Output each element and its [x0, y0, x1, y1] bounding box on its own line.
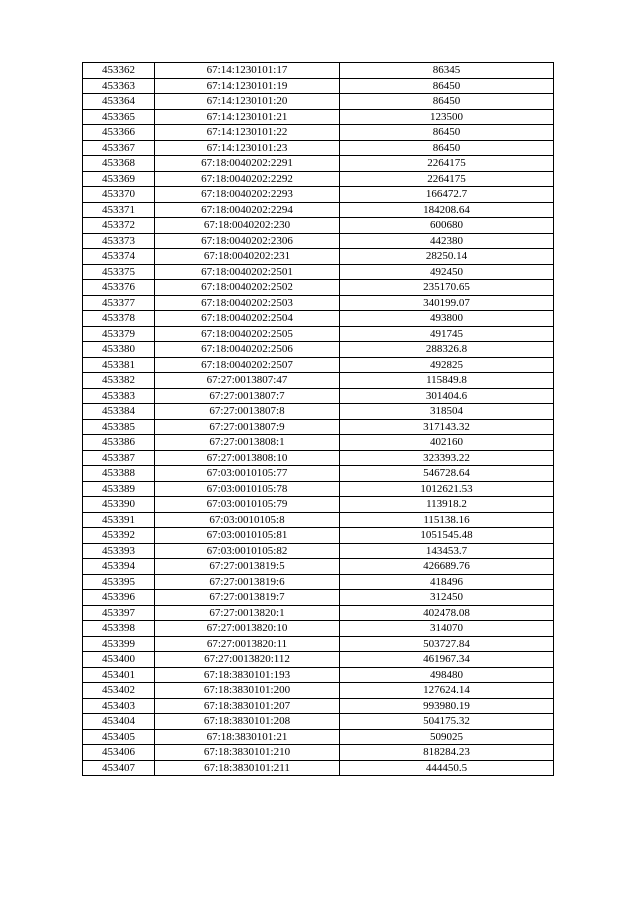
- table-row: [83, 202, 554, 218]
- value-cell: 492450: [340, 264, 554, 280]
- value-cell: 2264175: [340, 156, 554, 172]
- value-cell: 143453.7: [340, 543, 554, 559]
- row-number-cell: 453405: [83, 729, 155, 745]
- row-number-cell: 453391: [83, 512, 155, 528]
- row-number-cell: 453377: [83, 295, 155, 311]
- table-row: [83, 311, 554, 327]
- row-number-cell: 453386: [83, 435, 155, 451]
- table-row: [83, 652, 554, 668]
- table-row: [83, 264, 554, 280]
- row-number-cell: 453388: [83, 466, 155, 482]
- table-row: [83, 388, 554, 404]
- row-number-cell: 453396: [83, 590, 155, 606]
- value-cell: 402478.08: [340, 605, 554, 621]
- cadastral-number-cell: 67:27:0013808:1: [155, 435, 340, 451]
- value-cell: 600680: [340, 218, 554, 234]
- row-number-cell: 453379: [83, 326, 155, 342]
- table-row: [83, 497, 554, 513]
- value-cell: 402160: [340, 435, 554, 451]
- row-number-cell: 453394: [83, 559, 155, 575]
- cadastral-number-cell: 67:03:0010105:8: [155, 512, 340, 528]
- cadastral-number-cell: 67:18:0040202:2507: [155, 357, 340, 373]
- table-row: [83, 280, 554, 296]
- row-number-cell: 453407: [83, 760, 155, 776]
- cadastral-number-cell: 67:27:0013819:6: [155, 574, 340, 590]
- cadastral-number-cell: 67:18:3830101:210: [155, 745, 340, 761]
- table-row: [83, 481, 554, 497]
- value-cell: 127624.14: [340, 683, 554, 699]
- table-row: [83, 326, 554, 342]
- value-cell: 1051545.48: [340, 528, 554, 544]
- row-number-cell: 453397: [83, 605, 155, 621]
- table-row: [83, 295, 554, 311]
- row-number-cell: 453387: [83, 450, 155, 466]
- row-number-cell: 453384: [83, 404, 155, 420]
- cadastral-number-cell: 67:18:3830101:211: [155, 760, 340, 776]
- row-number-cell: 453393: [83, 543, 155, 559]
- table-row: [83, 342, 554, 358]
- value-cell: 426689.76: [340, 559, 554, 575]
- row-number-cell: 453372: [83, 218, 155, 234]
- value-cell: 993980.19: [340, 698, 554, 714]
- table-row: [83, 698, 554, 714]
- cadastral-number-cell: 67:03:0010105:81: [155, 528, 340, 544]
- value-cell: 340199.07: [340, 295, 554, 311]
- cadastral-number-cell: 67:14:1230101:20: [155, 94, 340, 110]
- cadastral-number-cell: 67:18:3830101:207: [155, 698, 340, 714]
- value-cell: 491745: [340, 326, 554, 342]
- table-row: [83, 574, 554, 590]
- cadastral-number-cell: 67:18:0040202:2504: [155, 311, 340, 327]
- cadastral-number-cell: 67:03:0010105:79: [155, 497, 340, 513]
- cadastral-number-cell: 67:14:1230101:19: [155, 78, 340, 94]
- cadastral-number-cell: 67:18:0040202:2291: [155, 156, 340, 172]
- cadastral-number-cell: 67:18:0040202:2293: [155, 187, 340, 203]
- table-row: [83, 466, 554, 482]
- table-row: [83, 109, 554, 125]
- row-number-cell: 453373: [83, 233, 155, 249]
- row-number-cell: 453380: [83, 342, 155, 358]
- value-cell: 115849.8: [340, 373, 554, 389]
- cadastral-number-cell: 67:18:0040202:2502: [155, 280, 340, 296]
- row-number-cell: 453378: [83, 311, 155, 327]
- table-row: [83, 78, 554, 94]
- cadastral-number-cell: 67:27:0013819:5: [155, 559, 340, 575]
- cadastral-number-cell: 67:18:0040202:2292: [155, 171, 340, 187]
- value-cell: 492825: [340, 357, 554, 373]
- cadastral-number-cell: 67:18:0040202:2306: [155, 233, 340, 249]
- cadastral-number-cell: 67:14:1230101:23: [155, 140, 340, 156]
- table-row: [83, 249, 554, 265]
- value-cell: 166472.7: [340, 187, 554, 203]
- value-cell: 288326.8: [340, 342, 554, 358]
- cadastral-number-cell: 67:03:0010105:78: [155, 481, 340, 497]
- row-number-cell: 453365: [83, 109, 155, 125]
- value-cell: 323393.22: [340, 450, 554, 466]
- cadastral-number-cell: 67:27:0013807:8: [155, 404, 340, 420]
- value-cell: 115138.16: [340, 512, 554, 528]
- value-cell: 2264175: [340, 171, 554, 187]
- row-number-cell: 453375: [83, 264, 155, 280]
- cadastral-number-cell: 67:18:3830101:193: [155, 667, 340, 683]
- table-row: [83, 729, 554, 745]
- row-number-cell: 453362: [83, 63, 155, 79]
- table-row: [83, 621, 554, 637]
- cadastral-number-cell: 67:27:0013819:7: [155, 590, 340, 606]
- row-number-cell: 453392: [83, 528, 155, 544]
- cadastral-number-cell: 67:27:0013807:7: [155, 388, 340, 404]
- cadastral-number-cell: 67:27:0013807:47: [155, 373, 340, 389]
- value-cell: 546728.64: [340, 466, 554, 482]
- value-cell: 461967.34: [340, 652, 554, 668]
- cadastral-number-cell: 67:18:0040202:2506: [155, 342, 340, 358]
- value-cell: 504175.32: [340, 714, 554, 730]
- value-cell: 301404.6: [340, 388, 554, 404]
- cadastral-number-cell: 67:18:3830101:21: [155, 729, 340, 745]
- table-row: [83, 357, 554, 373]
- row-number-cell: 453371: [83, 202, 155, 218]
- row-number-cell: 453402: [83, 683, 155, 699]
- cadastral-number-cell: 67:27:0013820:112: [155, 652, 340, 668]
- value-cell: 235170.65: [340, 280, 554, 296]
- cadastral-number-cell: 67:27:0013807:9: [155, 419, 340, 435]
- row-number-cell: 453385: [83, 419, 155, 435]
- table-row: [83, 94, 554, 110]
- value-cell: 442380: [340, 233, 554, 249]
- table-row: [83, 512, 554, 528]
- row-number-cell: 453370: [83, 187, 155, 203]
- row-number-cell: 453398: [83, 621, 155, 637]
- value-cell: 86450: [340, 78, 554, 94]
- row-number-cell: 453400: [83, 652, 155, 668]
- row-number-cell: 453374: [83, 249, 155, 265]
- table-row: [83, 171, 554, 187]
- row-number-cell: 453381: [83, 357, 155, 373]
- value-cell: 317143.32: [340, 419, 554, 435]
- cadastral-number-cell: 67:18:3830101:200: [155, 683, 340, 699]
- value-cell: 818284.23: [340, 745, 554, 761]
- table-row: [83, 760, 554, 776]
- value-cell: 493800: [340, 311, 554, 327]
- cadastral-number-cell: 67:27:0013820:10: [155, 621, 340, 637]
- row-number-cell: 453376: [83, 280, 155, 296]
- cadastral-number-cell: 67:18:0040202:2503: [155, 295, 340, 311]
- row-number-cell: 453395: [83, 574, 155, 590]
- table-row: [83, 435, 554, 451]
- cadastral-number-cell: 67:27:0013820:11: [155, 636, 340, 652]
- table-row: [83, 233, 554, 249]
- row-number-cell: 453366: [83, 125, 155, 141]
- row-number-cell: 453390: [83, 497, 155, 513]
- value-cell: 498480: [340, 667, 554, 683]
- value-cell: 503727.84: [340, 636, 554, 652]
- cadastral-number-cell: 67:18:0040202:2501: [155, 264, 340, 280]
- table-row: [83, 667, 554, 683]
- row-number-cell: 453363: [83, 78, 155, 94]
- table-row: [83, 450, 554, 466]
- value-cell: 86345: [340, 63, 554, 79]
- row-number-cell: 453367: [83, 140, 155, 156]
- cadastral-number-cell: 67:27:0013808:10: [155, 450, 340, 466]
- cadastral-number-cell: 67:18:0040202:230: [155, 218, 340, 234]
- table-row: [83, 528, 554, 544]
- value-cell: 113918.2: [340, 497, 554, 513]
- table-row: [83, 373, 554, 389]
- value-cell: 28250.14: [340, 249, 554, 265]
- cadastral-number-cell: 67:18:0040202:2294: [155, 202, 340, 218]
- table-row: [83, 590, 554, 606]
- value-cell: 418496: [340, 574, 554, 590]
- table-row: [83, 559, 554, 575]
- cadastral-number-cell: 67:18:0040202:231: [155, 249, 340, 265]
- value-cell: 509025: [340, 729, 554, 745]
- table-row: [83, 63, 554, 79]
- table-row: [83, 218, 554, 234]
- row-number-cell: 453389: [83, 481, 155, 497]
- table-row: [83, 125, 554, 141]
- table-row: [83, 605, 554, 621]
- value-cell: 444450.5: [340, 760, 554, 776]
- table-row: [83, 683, 554, 699]
- row-number-cell: 453404: [83, 714, 155, 730]
- table-row: [83, 636, 554, 652]
- row-number-cell: 453382: [83, 373, 155, 389]
- cadastral-number-cell: 67:14:1230101:21: [155, 109, 340, 125]
- table-row: [83, 156, 554, 172]
- cadastral-number-cell: 67:14:1230101:22: [155, 125, 340, 141]
- value-cell: 86450: [340, 94, 554, 110]
- table-row: [83, 543, 554, 559]
- value-cell: 86450: [340, 125, 554, 141]
- value-cell: 184208.64: [340, 202, 554, 218]
- row-number-cell: 453406: [83, 745, 155, 761]
- cadastral-number-cell: 67:03:0010105:82: [155, 543, 340, 559]
- value-cell: 123500: [340, 109, 554, 125]
- row-number-cell: 453401: [83, 667, 155, 683]
- row-number-cell: 453399: [83, 636, 155, 652]
- row-number-cell: 453369: [83, 171, 155, 187]
- table-row: [83, 714, 554, 730]
- row-number-cell: 453368: [83, 156, 155, 172]
- cadastral-number-cell: 67:18:0040202:2505: [155, 326, 340, 342]
- table-row: [83, 404, 554, 420]
- cadastral-number-cell: 67:18:3830101:208: [155, 714, 340, 730]
- value-cell: 312450: [340, 590, 554, 606]
- table-row: [83, 419, 554, 435]
- cadastral-number-cell: 67:14:1230101:17: [155, 63, 340, 79]
- value-cell: 86450: [340, 140, 554, 156]
- row-number-cell: 453383: [83, 388, 155, 404]
- cadastral-number-cell: 67:03:0010105:77: [155, 466, 340, 482]
- cadastral-number-cell: 67:27:0013820:1: [155, 605, 340, 621]
- value-cell: 318504: [340, 404, 554, 420]
- row-number-cell: 453364: [83, 94, 155, 110]
- value-cell: 314070: [340, 621, 554, 637]
- row-number-cell: 453403: [83, 698, 155, 714]
- table-row: [83, 140, 554, 156]
- table-row: [83, 187, 554, 203]
- table-body: [83, 63, 554, 776]
- table-row: [83, 745, 554, 761]
- data-table: [82, 62, 554, 776]
- value-cell: 1012621.53: [340, 481, 554, 497]
